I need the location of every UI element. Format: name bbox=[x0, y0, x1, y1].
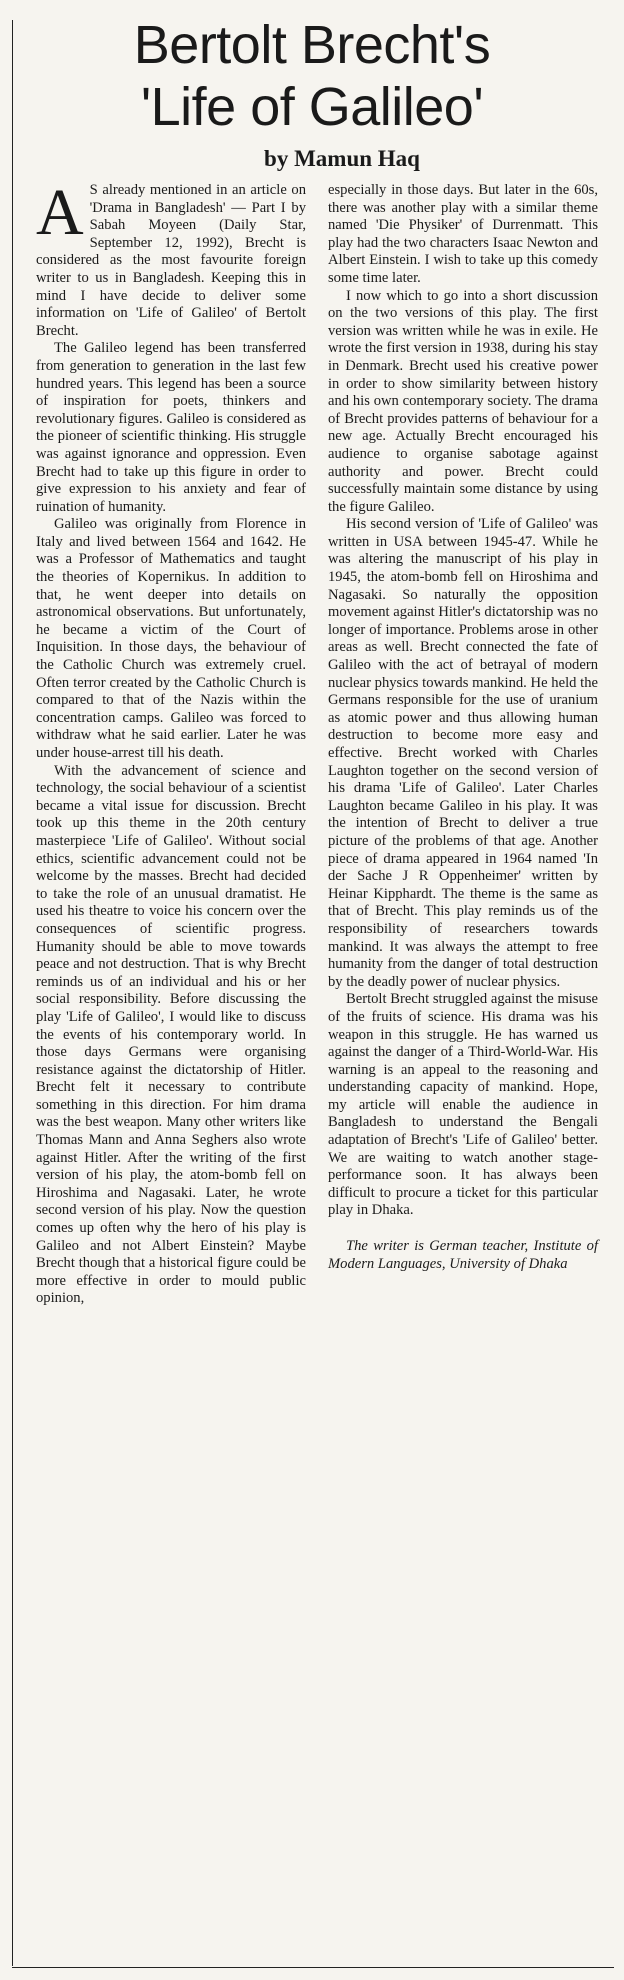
paragraph-4-part-1: With the advancement of science and technology, the social behaviour of a scientist became a vital issue for discussion. Brecht took up this theme in the 20th century masterpiece 'Life of Galileo'. Without social ethics, scientific advancement could not be welcome by the masses. Brecht had decided to take the role of an unusual dramatist. He used his theatre to voice his concern over the consequences of scientific progress. Humanity should be able to move towards peace and not destruction. That is why Brecht reminds us of an individual and his or her social responsibility. Before discussing the play 'Life of Galileo', I would like to discuss the events of his contemporary world. In those days Germans were organising resistance against the dictatorship of Hitler. Brecht felt it necessary to contribute something in this direction. For him drama was the best weapon. Many other writers like Thomas Mann and Anna Seghers also wrote against Hitler. After the writing of the first version of his play, the atom-bomb fell on Hiroshima and Nagasaki. Later, he wrote second version of his play. Now the question comes up often why the hero of his play is Galileo and not Albert Einstein? Maybe Brecht though that a historical figure could be more effective in order to mould public opinion, bbox=[36, 762, 306, 1307]
column-left bbox=[36, 176, 306, 1308]
headline-line-1: Bertolt Brecht's bbox=[133, 15, 491, 75]
bottom-rule bbox=[12, 1967, 614, 1968]
drop-cap: A bbox=[36, 176, 84, 249]
paragraph-3: Galileo was originally from Florence in Italy and lived between 1564 and 1642. He was a Professor of Mathematics and taught the theories of Kopernikus. In addition to that, he went deeper into details on astronomical observations. But unfortunately, he became a victim of the Court of Inquisition. In those days, the behaviour of the Catholic Church was extremely cruel. Often terror created by the Catholic Church is compared to that of the Nazis within the concentration camps. Galileo was forced to withdraw what he said earlier. Later he was under house-arrest till his death. bbox=[36, 516, 306, 761]
column-right bbox=[328, 182, 598, 1308]
paragraph-4-part-2: especially in those days. But later in the 60s, there was another play with a similar theme named 'Die Physiker' of Durrenmatt. This play had the two characters Isaac Newton and Albert Einstein. I wish to take up this comedy some time later. bbox=[328, 182, 598, 286]
paragraph-1-text: S already mentioned in an article on 'Drama in Bangladesh' — Part I by Sabah Moyeen (Daily Star, September 12, 1992), Brecht is considered as the most favourite foreign writer to us in Bangladesh. Keeping this in mind I have decide to deliver some information on 'Life of Galileo' of Bertolt Brecht. bbox=[36, 182, 306, 339]
author-bio: The writer is German teacher, Institute of Modern Languages, University of Dhaka bbox=[328, 1238, 598, 1272]
paragraph-5: I now which to go into a short discussion on the two versions of this play. The first version was written while he was in exile. He wrote the first version in 1938, during his stay in Denmark. Brecht used his creative power in order to show similarity between history and his own contemporary society. The drama of Brecht provides patterns of behaviour for a new age. Actually Brecht encouraged his audience to organise sabotage against authority and power. Brecht could successfully maintain some distance by using the figure Galileo. bbox=[328, 287, 598, 515]
newspaper-clipping bbox=[0, 14, 624, 1980]
headline-line-2: 'Life of Galileo' bbox=[140, 77, 484, 137]
paragraph-7: Bertolt Brecht struggled against the misuse of the fruits of science. His drama was his weapon in this struggle. He has warned us against the danger of a Third-World-War. His warning is an appeal to the reasoning and understanding capacity of mankind. Hope, my article will enable the audience in Bangladesh to understand the Bengali adaptation of Brecht's 'Life of Galileo' better. We are waiting to watch another stage-performance soon. It has always been difficult to procure a ticket for this particular play in Dhaka. bbox=[328, 991, 598, 1219]
article-body bbox=[12, 176, 612, 1308]
paragraph-2: The Galileo legend has been transferred from generation to generation in the last few hundred years. This legend has been a source of inspiration for poets, thinkers and revolutionary figures. Galileo is considered as the pioneer of scientific thinking. His struggle was against ignorance and oppression. Even Brecht had to take up this figure in order to give expression to his anxiety and fear of ruination of humanity. bbox=[36, 340, 306, 515]
headline bbox=[12, 14, 612, 138]
paragraph-1 bbox=[36, 176, 306, 340]
left-column-rule bbox=[12, 20, 13, 1966]
paragraph-6: His second version of 'Life of Galileo' was written in USA between 1945-47. While he was altering the manuscript of his play in 1945, the atom-bomb fell on Hiroshima and Nagasaki. So naturally the opposition movement against Hitler's dictatorship was no longer of importance. Problems arose in other areas as well. Brecht connected the fate of Galileo with the act of betrayal of modern nuclear physics towards mankind. He held the Germans responsible for the use of uranium as atomic power and thus allowing human destruction to become more easy and effective. Brecht worked with Charles Laughton together on the second version of his drama 'Life of Galileo'. Later Charles Laughton became Galileo in his play. It was the intention of Brecht to deliver a true picture of the problems of that age. Another piece of drama appeared in 1964 named 'In der Sache J R Oppenheimer' written by Heinar Kipphardt. The theme is the same as that of Brecht. This play reminds us of the responsibility of researchers towards mankind. It was always the attempt to free humanity from the danger of total destruction by the deadly power of nuclear physics. bbox=[328, 516, 598, 990]
byline: by Mamun Haq bbox=[264, 146, 420, 171]
